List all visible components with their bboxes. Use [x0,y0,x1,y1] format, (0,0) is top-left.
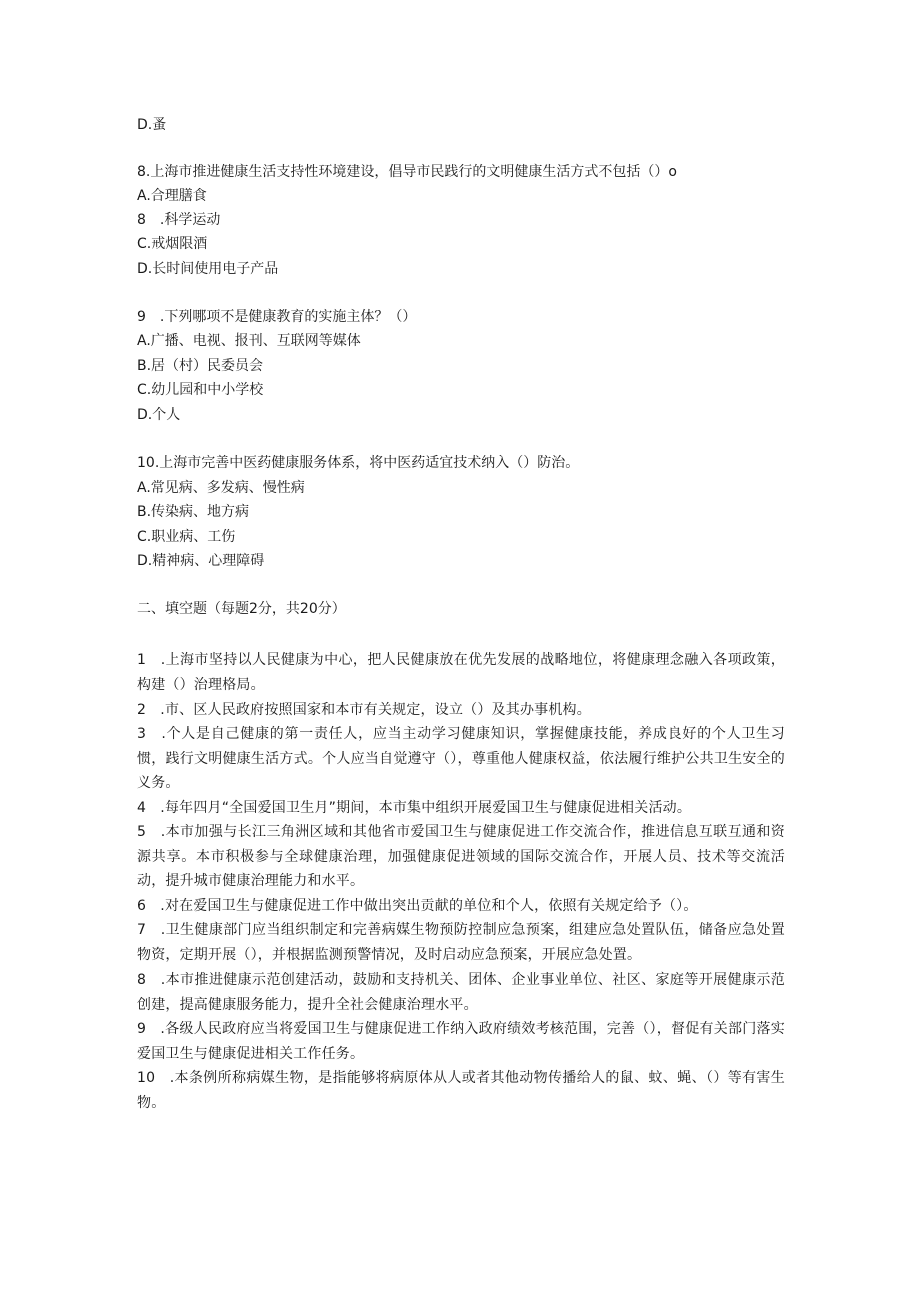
q9-option-d: D.个人 [137,407,181,423]
q9-option-c: C.幼儿园和中小学校 [137,382,264,398]
q8-option-a: A.合理膳食 [137,188,207,204]
fill-item-7: 7 .卫生健康部门应当组织制定和完善病媒生物预防控制应急预案，组建应急处置队伍，储备应急处置物资，定期开展（），并根据监测预警情况，及时启动应急预案，开展应急处置。 [137,922,785,963]
fill-item-8: 8 .本市推进健康示范创建活动，鼓励和支持机关、团体、企业事业单位、社区、家庭等开展健康示范创建，提高健康服务能力，提升全社会健康治理水平。 [137,972,785,1013]
fill-item-9: 9 .各级人民政府应当将爱国卫生与健康促进工作纳入政府绩效考核范围，完善（），督促有关部门落实爱国卫生与健康促进相关工作任务。 [137,1021,785,1062]
q10-option-a: A.常见病、多发病、慢性病 [137,480,305,496]
q8-option-d: D.长时间使用电子产品 [137,261,279,277]
fill-item-1: 1 .上海市坚持以人民健康为中心，把人民健康放在优先发展的战略地位，将健康理念融入各项政策，构建（）治理格局。 [137,652,785,693]
q9-option-b: B.居（村）民委员会 [137,358,264,374]
fill-item-4: 4 .每年四月“全国爱国卫生月”期间，本市集中组织开展爱国卫生与健康促进相关活动。 [137,800,692,816]
fill-item-2: 2 .市、区人民政府按照国家和本市有关规定，设立（）及其办事机构。 [137,702,591,718]
fill-item-10: 10 .本条例所称病媒生物，是指能够将病原体从人或者其他动物传播给人的鼠、蚊、蝇、（）等有害生物。 [137,1070,785,1111]
fill-item-3: 3 .个人是自己健康的第一责任人，应当主动学习健康知识，掌握健康技能，养成良好的个人卫生习惯，践行文明健康生活方式。个人应当自觉遵守（），尊重他人健康权益，依法履行维护公共卫生安全的义务。 [137,726,785,791]
q8-option-c: C.戒烟限酒 [137,236,208,252]
q8-stem: 8.上海市推进健康生活支持性环境建设，倡导市民践行的文明健康生活方式不包括（）o [137,164,677,180]
q10-option-c: C.职业病、工伤 [137,529,236,545]
q10-option-d: D.精神病、心理障碍 [137,553,265,569]
q9-option-a: A.广播、电视、报刊、互联网等媒体 [137,333,361,349]
fill-item-5: 5 .本市加强与长江三角洲区域和其他省市爱国卫生与健康促进工作交流合作，推进信息互联互通和资源共享。本市积极参与全球健康治理，加强健康促进领域的国际交流合作，开展人员、技术等交流活动，提升城市健康治理能力和水平。 [137,824,785,889]
q8-option-b: 8 .科学运动 [137,212,221,228]
q9-stem: 9 .下列哪项不是健康教育的实施主体？（） [137,309,417,325]
q10-option-b: B.传染病、地方病 [137,504,250,520]
section-heading: 二、填空题（每题2分，共20分） [137,601,346,617]
fill-item-6: 6 .对在爱国卫生与健康促进工作中做出突出贡献的单位和个人，依照有关规定给予（）。 [137,898,698,914]
q10-stem: 10.上海市完善中医药健康服务体系，将中医药适宜技术纳入（）防治。 [137,455,580,471]
prev-question-option-d: D.蚤 [137,117,167,133]
